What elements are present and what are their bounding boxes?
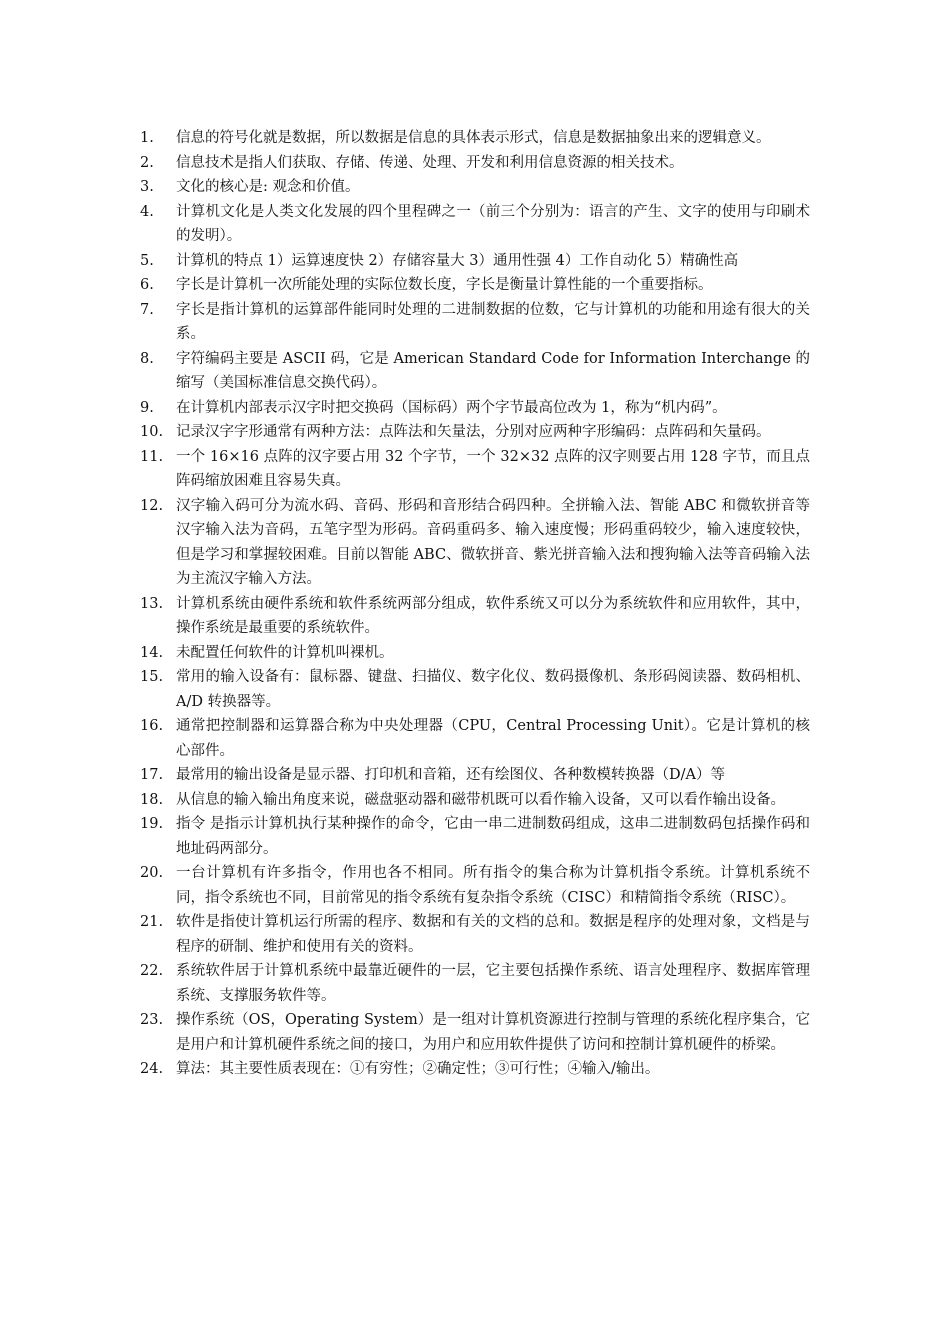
item-text: 常用的输入设备有：鼠标器、键盘、扫描仪、数字化仪、数码摄像机、条形码阅读器、数码相机、A/D 转换器等。 — [176, 669, 810, 710]
list-item — [140, 641, 810, 666]
item-text: 指令 是指示计算机执行某种操作的命令，它由一串二进制数码组成，这串二进制数码包括操作码和地址码两部分。 — [176, 816, 810, 857]
list-item — [140, 592, 810, 641]
item-number: 19. — [140, 816, 164, 832]
list-item — [140, 494, 810, 592]
item-text: 信息技术是指人们获取、存储、传递、处理、开发和利用信息资源的相关技术。 — [176, 154, 684, 171]
item-text: 算法：其主要性质表现在：①有穷性；②确定性；③可行性；④输入/输出。 — [176, 1061, 660, 1077]
item-number: 14. — [140, 644, 164, 661]
item-number: 9. — [140, 399, 154, 416]
item-text: 计算机系统由硬件系统和软件系统两部分组成，软件系统又可以分为系统软件和应用软件，其中，操作系统是最重要的系统软件。 — [176, 595, 810, 636]
list-item — [140, 126, 810, 151]
item-text: 未配置任何软件的计算机叫裸机。 — [176, 644, 394, 661]
list-item — [140, 396, 810, 421]
item-number: 2. — [140, 154, 154, 171]
list-item — [140, 200, 810, 249]
item-text: 最常用的输出设备是显示器、打印机和音箱，还有绘图仪、各种数模转换器（D/A）等 — [176, 767, 725, 783]
list-item — [140, 812, 810, 861]
item-number: 11. — [140, 448, 164, 465]
item-number: 24. — [140, 1061, 164, 1077]
list-item — [140, 445, 810, 494]
list-item — [140, 175, 810, 200]
item-text: 字长是计算机一次所能处理的实际位数长度，字长是衡量计算性能的一个重要指标。 — [176, 277, 713, 293]
item-number: 16. — [140, 718, 164, 734]
list-item — [140, 273, 810, 298]
item-text: 文化的核心是: 观念和价值。 — [176, 179, 360, 195]
item-number: 10. — [140, 424, 164, 440]
item-text: 在计算机内部表示汉字时把交换码（国标码）两个字节最高位改为 1，称为“机内码”。 — [176, 399, 727, 416]
list-item — [140, 910, 810, 959]
item-text: 记录汉字字形通常有两种方法：点阵法和矢量法，分别对应两种字形编码：点阵码和矢量码。 — [176, 424, 771, 440]
item-number: 17. — [140, 767, 164, 783]
item-number: 12. — [140, 497, 164, 514]
item-number: 6. — [140, 277, 154, 293]
list-item — [140, 298, 810, 347]
item-text: 汉字输入码可分为流水码、音码、形码和音形结合码四种。全拼输入法、智能 ABC 和微软拼音等汉字输入法为音码，五笔字型为形码。音码重码多、输入速度慢；形码重码较少，输入速度较快，但是学习和掌握较困难。目前以智能 ABC、微软拼音、紫光拼音输入法和搜狗输入法等音码输入法为主流汉字输入方法。 — [176, 497, 810, 587]
list-item — [140, 420, 810, 445]
item-number: 20. — [140, 865, 164, 881]
item-number: 8. — [140, 350, 154, 367]
list-item — [140, 1008, 810, 1057]
item-text: 计算机文化是人类文化发展的四个里程碑之一（前三个分别为：语言的产生、文字的使用与印刷术的发明）。 — [176, 203, 810, 244]
item-text: 软件是指使计算机运行所需的程序、数据和有关的文档的总和。数据是程序的处理对象，文档是与程序的研制、维护和使用有关的资料。 — [176, 914, 810, 955]
list-item — [140, 861, 810, 910]
list-item — [140, 763, 810, 788]
item-text: 从信息的输入输出角度来说，磁盘驱动器和磁带机既可以看作输入设备，又可以看作输出设备。 — [176, 791, 785, 808]
item-text: 信息的符号化就是数据，所以数据是信息的具体表示形式，信息是数据抽象出来的逻辑意义。 — [176, 130, 771, 146]
item-text: 通常把控制器和运算器合称为中央处理器（CPU，Central Processing Unit）。它是计算机的核心部件。 — [176, 718, 810, 759]
list-item — [140, 788, 810, 813]
item-number: 7. — [140, 301, 154, 318]
item-number: 13. — [140, 595, 164, 612]
item-number: 15. — [140, 669, 164, 685]
list-item — [140, 249, 810, 274]
list-item — [140, 959, 810, 1008]
item-text: 一台计算机有许多指令，作用也各不相同。所有指令的集合称为计算机指令系统。计算机系统不同，指令系统也不同，目前常见的指令系统有复杂指令系统（CISC）和精简指令系统（RISC）。 — [176, 865, 810, 906]
item-number: 5. — [140, 252, 154, 269]
item-number: 21. — [140, 914, 164, 930]
item-text: 一个 16×16 点阵的汉字要占用 32 个字节，一个 32×32 点阵的汉字则要占用 128 字节，而且点阵码缩放困难且容易失真。 — [176, 448, 810, 489]
list-item — [140, 347, 810, 396]
list-item — [140, 665, 810, 714]
numbered-list — [140, 126, 810, 1082]
item-number: 4. — [140, 203, 154, 220]
list-item — [140, 1057, 810, 1082]
list-item — [140, 151, 810, 176]
item-number: 23. — [140, 1012, 164, 1028]
item-number: 1. — [140, 130, 154, 146]
item-number: 3. — [140, 179, 154, 195]
item-text: 字长是指计算机的运算部件能同时处理的二进制数据的位数，它与计算机的功能和用途有很大的关系。 — [176, 301, 810, 342]
item-number: 18. — [140, 791, 164, 808]
item-text: 系统软件居于计算机系统中最靠近硬件的一层，它主要包括操作系统、语言处理程序、数据库管理系统、支撑服务软件等。 — [176, 963, 810, 1004]
item-number: 22. — [140, 963, 164, 979]
item-text: 字符编码主要是 ASCII 码，它是 American Standard Code for Information Interchange 的缩写（美国标准信息交换代码）。 — [176, 350, 810, 391]
item-text: 操作系统（OS，Operating System）是一组对计算机资源进行控制与管理的系统化程序集合，它是用户和计算机硬件系统之间的接口，为用户和应用软件提供了访问和控制计算机硬件的桥梁。 — [176, 1012, 810, 1053]
item-text: 计算机的特点 1）运算速度快 2）存储容量大 3）通用性强 4）工作自动化 5）精确性高 — [176, 252, 739, 269]
list-item — [140, 714, 810, 763]
